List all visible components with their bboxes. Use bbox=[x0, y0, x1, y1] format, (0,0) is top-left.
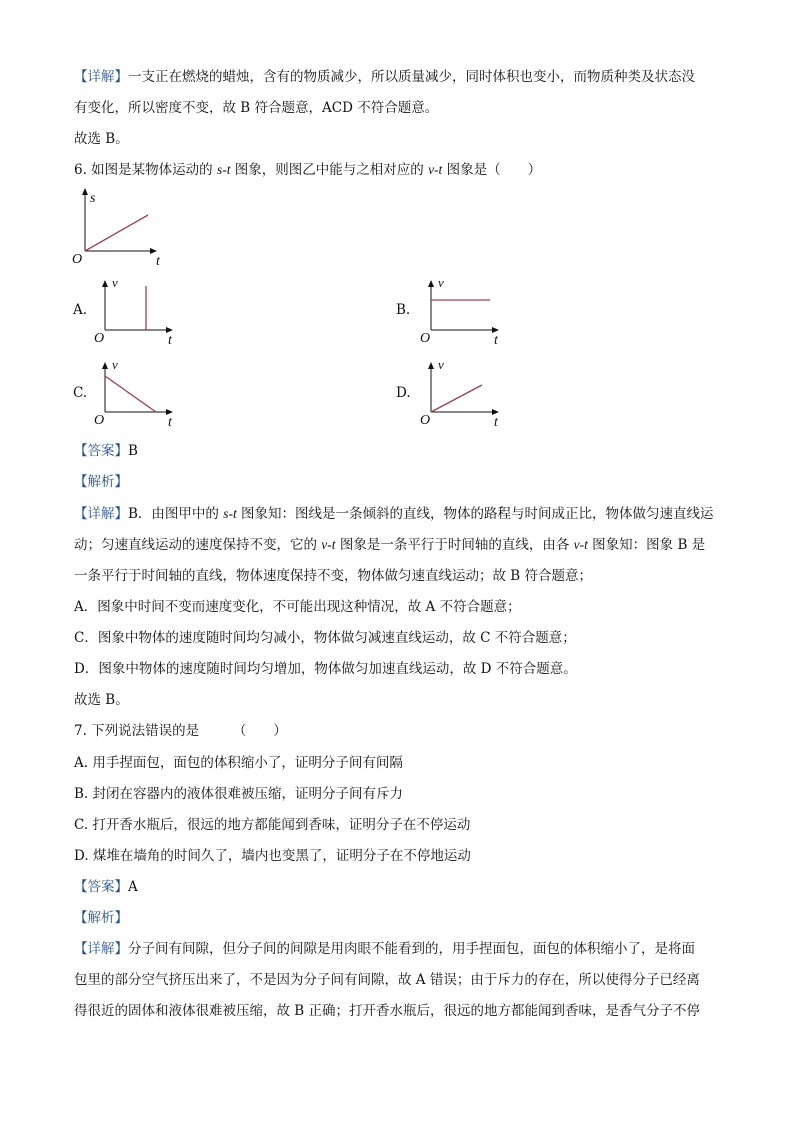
origin-label: O bbox=[72, 252, 83, 265]
q7-option-c: C. 打开香水瓶后，很远的地方都能闻到香味，证明分子在不停运动 bbox=[74, 817, 471, 833]
q6-stem bbox=[74, 161, 541, 179]
q6-stem-vt: v-t bbox=[428, 162, 443, 177]
y-axis-label: v bbox=[112, 276, 118, 290]
text: 图象是一条平行于时间轴的直线，由各 bbox=[335, 537, 574, 553]
option-d-graph bbox=[414, 358, 509, 430]
option-b-graph bbox=[414, 276, 509, 348]
text-italic: v-t bbox=[573, 537, 588, 552]
x-axis-label: t bbox=[156, 254, 160, 265]
y-axis-label: v bbox=[112, 358, 118, 372]
answer-tag: 【答案】 bbox=[74, 879, 128, 895]
detail-tag: 【详解】 bbox=[74, 69, 128, 85]
q6-stem-post: 图象是（ ） bbox=[442, 162, 542, 178]
q7-option-a: A. 用手捏面包，面包的体积缩小了，证明分子间有间隔 bbox=[74, 755, 403, 771]
y-axis-arrow bbox=[82, 188, 88, 195]
graph-line bbox=[85, 215, 148, 251]
text: 分子间有间隙，但分子间的间隙是用肉眼不能看到的，用手捏面包，面包的体积缩小了，是将面 bbox=[128, 941, 695, 957]
q7-option-b: B. 封闭在容器内的液体很难被压缩，证明分子间有斥力 bbox=[74, 786, 404, 802]
q7-detail-line3: 得很近的固体和液体很难被压缩，故 B 正确；打开香水瓶后，很远的地方都能闻到香味，是香气分子不停 bbox=[74, 1003, 701, 1019]
q6-detail-line1 bbox=[74, 505, 714, 523]
option-c-graph bbox=[88, 358, 183, 430]
analysis-tag: 【解析】 bbox=[74, 474, 128, 490]
option-a-graph bbox=[88, 276, 183, 348]
q5-conclusion: 故选 B。 bbox=[74, 131, 129, 147]
answer-value: B bbox=[128, 443, 138, 459]
y-axis-arrow bbox=[428, 280, 434, 287]
q6-detail-option-a: A．图象中时间不变而速度变化，不可能出现这种情况，故 A 不符合题意； bbox=[74, 599, 521, 615]
x-axis-label: t bbox=[494, 333, 498, 348]
y-axis-label: v bbox=[438, 276, 444, 290]
q6-detail-line2 bbox=[74, 536, 705, 554]
y-axis-label: v bbox=[438, 358, 444, 372]
q6-analysis-tag bbox=[74, 473, 128, 491]
x-axis-label: t bbox=[494, 415, 498, 430]
answer-tag: 【答案】 bbox=[74, 443, 128, 459]
graph-line bbox=[105, 376, 156, 412]
option-b-label: B. bbox=[396, 302, 411, 318]
x-axis-label: t bbox=[168, 415, 172, 430]
origin-label: O bbox=[420, 331, 431, 346]
graph-line bbox=[431, 385, 482, 412]
text-italic: v-t bbox=[321, 537, 336, 552]
x-axis-label: t bbox=[168, 333, 172, 348]
q5-detail-line2: 有变化，所以密度不变，故 B 符合题意，ACD 不符合题意。 bbox=[74, 100, 439, 116]
detail-tag: 【详解】 bbox=[74, 941, 128, 957]
text: B．由图甲中的 bbox=[128, 506, 224, 522]
origin-label: O bbox=[94, 413, 105, 428]
q6-detail-option-c: C．图象中物体的速度随时间均匀减小，物体做匀减速直线运动，故 C 不符合题意； bbox=[74, 630, 576, 646]
analysis-tag: 【解析】 bbox=[74, 910, 128, 926]
text: 图象知：图线是一条倾斜的直线，物体的路程与时间成正比，物体做匀速直线运 bbox=[236, 506, 714, 522]
detail-tag: 【详解】 bbox=[74, 506, 128, 522]
q6-stem-st: s-t bbox=[216, 162, 231, 177]
q5-detail-line1 bbox=[74, 68, 695, 86]
q7-detail-line2: 包里的部分空气挤压出来了，不是因为分子间有间隙，故 A 错误；由于斥力的存在，所以使得分子已经离 bbox=[74, 972, 700, 988]
answer-value: A bbox=[128, 879, 138, 895]
q6-stem-mid: 图象，则图乙中能与之相对应的 bbox=[230, 162, 429, 178]
y-axis-label: s bbox=[90, 191, 96, 206]
text: 动；匀速直线运动的速度保持不变，它的 bbox=[74, 537, 322, 553]
text-italic: s-t bbox=[223, 506, 237, 521]
q6-answer bbox=[74, 442, 138, 460]
q6-detail-line3: 一条平行于时间轴的直线，物体速度保持不变，物体做匀速直线运动；故 B 符合题意； bbox=[74, 568, 593, 584]
option-d-label: D. bbox=[396, 385, 411, 401]
origin-label: O bbox=[94, 331, 105, 346]
q6-main-st-graph bbox=[68, 185, 178, 265]
y-axis-arrow bbox=[102, 280, 108, 287]
q7-analysis-tag bbox=[74, 909, 128, 927]
q7-detail-line1 bbox=[74, 940, 695, 958]
q7-option-d: D. 煤堆在墙角的时间久了，墙内也变黑了，证明分子在不停地运动 bbox=[74, 848, 471, 864]
q7-stem: 7. 下列说法错误的是 （ ） bbox=[74, 723, 287, 739]
y-axis-arrow bbox=[428, 362, 434, 369]
q7-answer bbox=[74, 878, 138, 896]
q6-stem-pre: 6. 如图是某物体运动的 bbox=[74, 162, 217, 178]
q6-detail-option-d: D．图象中物体的速度随时间均匀增加，物体做匀加速直线运动，故 D 不符合题意。 bbox=[74, 661, 577, 677]
origin-label: O bbox=[420, 413, 431, 428]
option-c-label: C. bbox=[73, 385, 88, 401]
text: 图象知：图象 B 是 bbox=[587, 537, 706, 553]
y-axis-arrow bbox=[102, 362, 108, 369]
q6-conclusion: 故选 B。 bbox=[74, 692, 129, 708]
option-a-label: A. bbox=[73, 302, 88, 318]
q5-detail-text: 一支正在燃烧的蜡烛，含有的物质减少，所以质量减少，同时体积也变小，而物质种类及状态没 bbox=[128, 69, 695, 85]
